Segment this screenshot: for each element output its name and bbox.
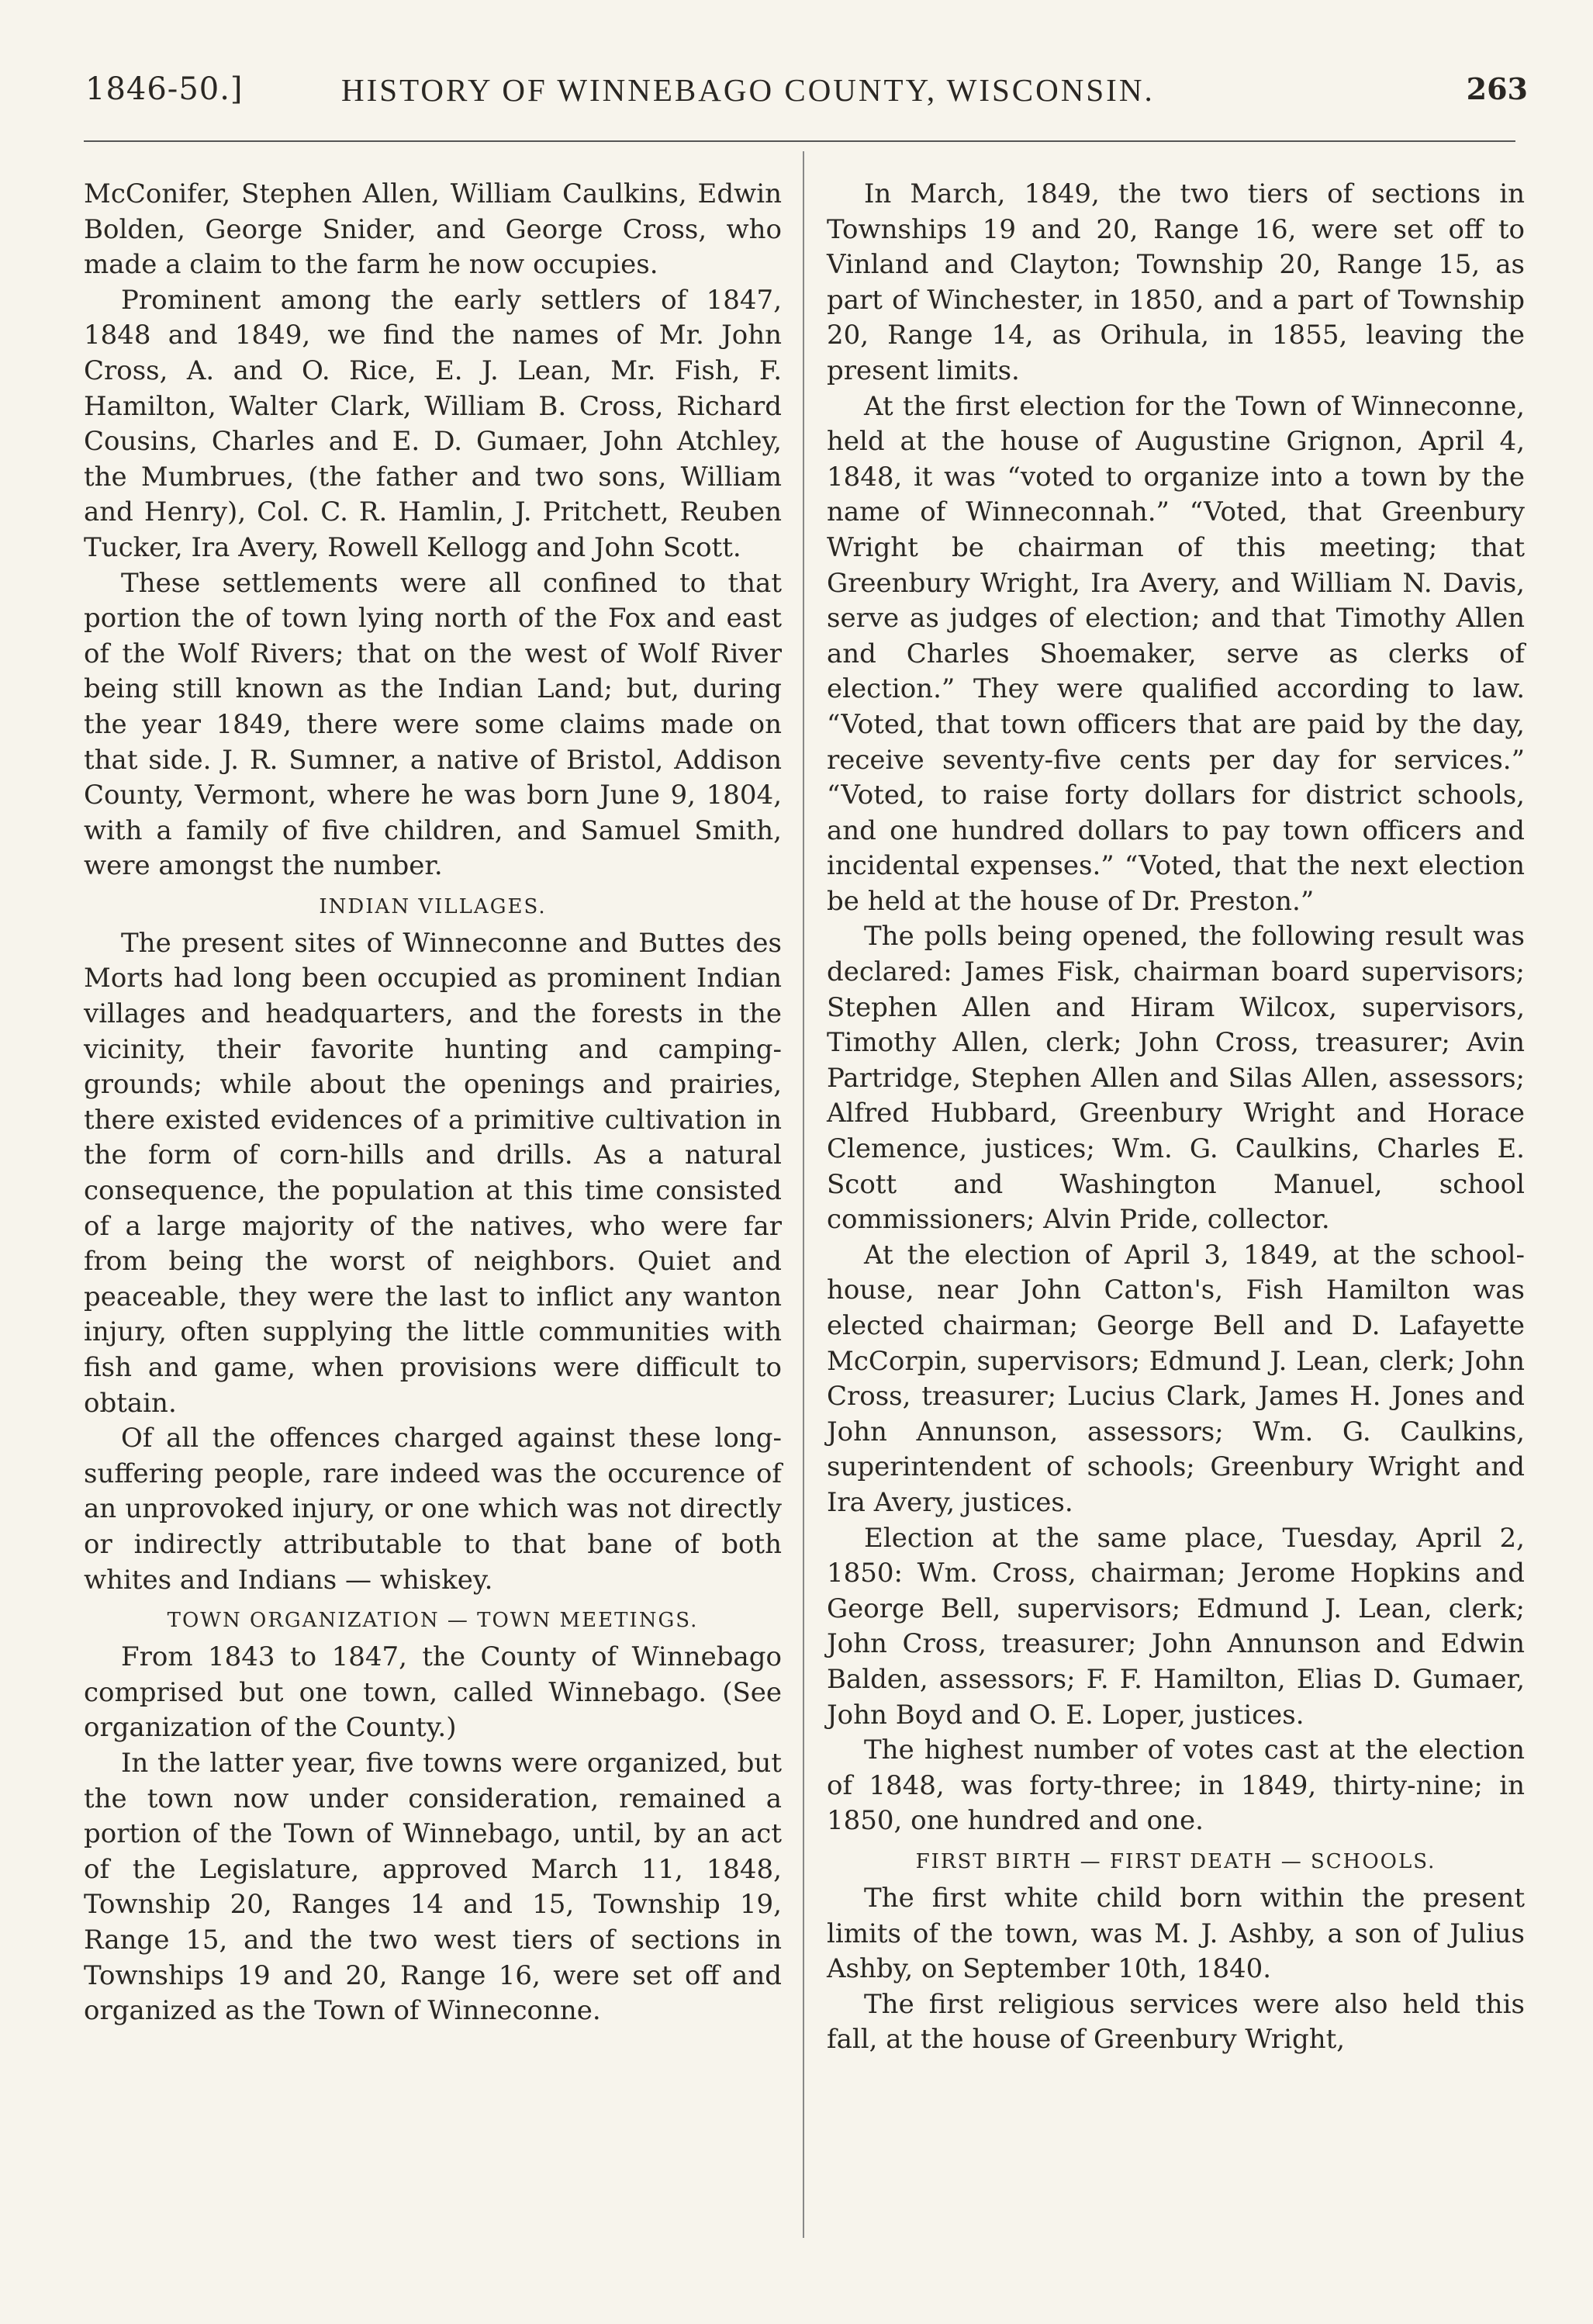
- page-number: 263: [1466, 71, 1528, 106]
- header-rule: [84, 140, 1515, 142]
- paragraph: The first religious services were also held this fall, at the house of Greenbury Wright,: [827, 1988, 1525, 2056]
- paragraph: These settlements were all confined to that portion the of town lying north of the Fox and east of the Wolf Rivers; that on the west of Wolf River being still known as the Indian Land; but, during the year 1849, there were some claims made on that side. J. R. Sumner, a native of Bristol, Addison County, Vermont, where he was born June 9, 1804, with a family of five children, and Samuel Smith, were amongst the number.: [84, 567, 782, 882]
- section-heading: TOWN ORGANIZATION — TOWN MEETINGS.: [167, 1609, 699, 1633]
- paragraph: At the first election for the Town of Winneconne, held at the house of Augustine Grignon, April 4, 1848, it was “voted to organize into a town by the name of Winneconnah.” “Voted, that Greenbury Wright be chairman of this meeting; that Greenbury Wright, Ira Avery, and William N. Davis, serve as judges of election; and that Timothy Allen and Charles Shoemaker, serve as clerks of election.” They were qualified according to law. “Voted, that town officers that are paid by the day, receive seventy-five cents per day for services.” “Voted, to raise forty dollars for district schools, and one hundred dollars to pay town officers and incidental expenses.” “Voted, that the next election be held at the house of Dr. Preston.”: [827, 390, 1525, 917]
- section-heading: INDIAN VILLAGES.: [319, 894, 547, 918]
- column-divider: [803, 151, 804, 2238]
- paragraph: In March, 1849, the two tiers of sections in Townships 19 and 20, Range 16, were set off to Vinland and Clayton; Township 20, Range 15, as part of Winchester, in 1850, and a part of Township 20, Range 14, as Orihula, in 1855, leaving the present limits.: [827, 178, 1525, 386]
- section-heading: FIRST BIRTH — FIRST DEATH — SCHOOLS.: [915, 1849, 1436, 1873]
- paragraph: The present sites of Winneconne and Buttes des Morts had long been occupied as prominent Indian villages and headquarters, and the forests in the vicinity, their favorite hunting and camping-grounds; while about the openings and prairies, there existed evidences of a primitive cultivation in the form of corn-hills and drills. As a natural consequence, the population at this time consisted of a large majority of the natives, who were far from being the worst of neighbors. Quiet and peaceable, they were the last to inflict any wanton injury, often supplying the little communities with fish and game, when provisions were difficult to obtain.: [84, 927, 782, 1419]
- left-column: [84, 177, 782, 2029]
- paragraph: McConifer, Stephen Allen, William Caulkins, Edwin Bolden, George Snider, and George Cross, who made a claim to the farm he now occupies.: [84, 178, 782, 281]
- paragraph: The polls being opened, the following result was declared: James Fisk, chairman board supervisors; Stephen Allen and Hiram Wilcox, supervisors, Timothy Allen, clerk; John Cross, treasurer; Avin Partridge, Stephen Allen and Silas Allen, assessors; Alfred Hubbard, Greenbury Wright and Horace Clemence, justices; Wm. G. Caulkins, Charles E. Scott and Washington Manuel, school commissioners; Alvin Pride, collector.: [827, 921, 1525, 1236]
- running-header: [85, 71, 1528, 118]
- paragraph: Of all the offences charged against these long-suffering people, rare indeed was the occurence of an unprovoked injury, or one which was not directly or indirectly attributable to that bane of both whites and Indians — whiskey.: [84, 1423, 782, 1596]
- right-column: [827, 177, 1525, 2058]
- paragraph: In the latter year, five towns were organized, but the town now under consideration, remained a portion of the Town of Winnebago, until, by an act of the Legislature, approved March 11, 1848, Township 20, Ranges 14 and 15, Township 19, Range 15, and the two west tiers of sections in Townships 19 and 20, Range 16, were set off and organized as the Town of Winneconne.: [84, 1747, 782, 2027]
- paragraph: At the election of April 3, 1849, at the school-house, near John Catton's, Fish Hamilton was elected chairman; George Bell and D. Lafayette McCorpin, supervisors; Edmund J. Lean, clerk; John Cross, treasurer; Lucius Clark, James H. Jones and John Annunson, assessors; Wm. G. Caulkins, superintendent of schools; Greenbury Wright and Ira Avery, justices.: [827, 1239, 1525, 1518]
- paragraph: Election at the same place, Tuesday, April 2, 1850: Wm. Cross, chairman; Jerome Hopkins and George Bell, supervisors; Edmund J. Lean, clerk; John Cross, treasurer; John Annunson and Edwin Balden, assessors; F. F. Hamilton, Elias D. Gumaer, John Boyd and O. E. Loper, justices.: [827, 1522, 1525, 1731]
- header-date-range: 1846-50.]: [85, 71, 244, 107]
- header-title: HISTORY OF WINNEBAGO COUNTY, WISCONSIN.: [341, 72, 1155, 108]
- paragraph: From 1843 to 1847, the County of Winnebago comprised but one town, called Winnebago. (See organization of the County.): [84, 1641, 782, 1744]
- paragraph: Prominent among the early settlers of 1847, 1848 and 1849, we find the names of Mr. John Cross, A. and O. Rice, E. J. Lean, Mr. Fish, F. Hamilton, Walter Clark, William B. Cross, Richard Cousins, Charles and E. D. Gumaer, John Atchley, the Mumbrues, (the father and two sons, William and Henry), Col. C. R. Hamlin, J. Pritchett, Reuben Tucker, Ira Avery, Rowell Kellogg and John Scott.: [84, 284, 782, 563]
- paragraph: The first white child born within the present limits of the town, was M. J. Ashby, a son of Julius Ashby, on September 10th, 1840.: [827, 1882, 1525, 1985]
- paragraph: The highest number of votes cast at the election of 1848, was forty-three; in 1849, thirty-nine; in 1850, one hundred and one.: [827, 1734, 1525, 1837]
